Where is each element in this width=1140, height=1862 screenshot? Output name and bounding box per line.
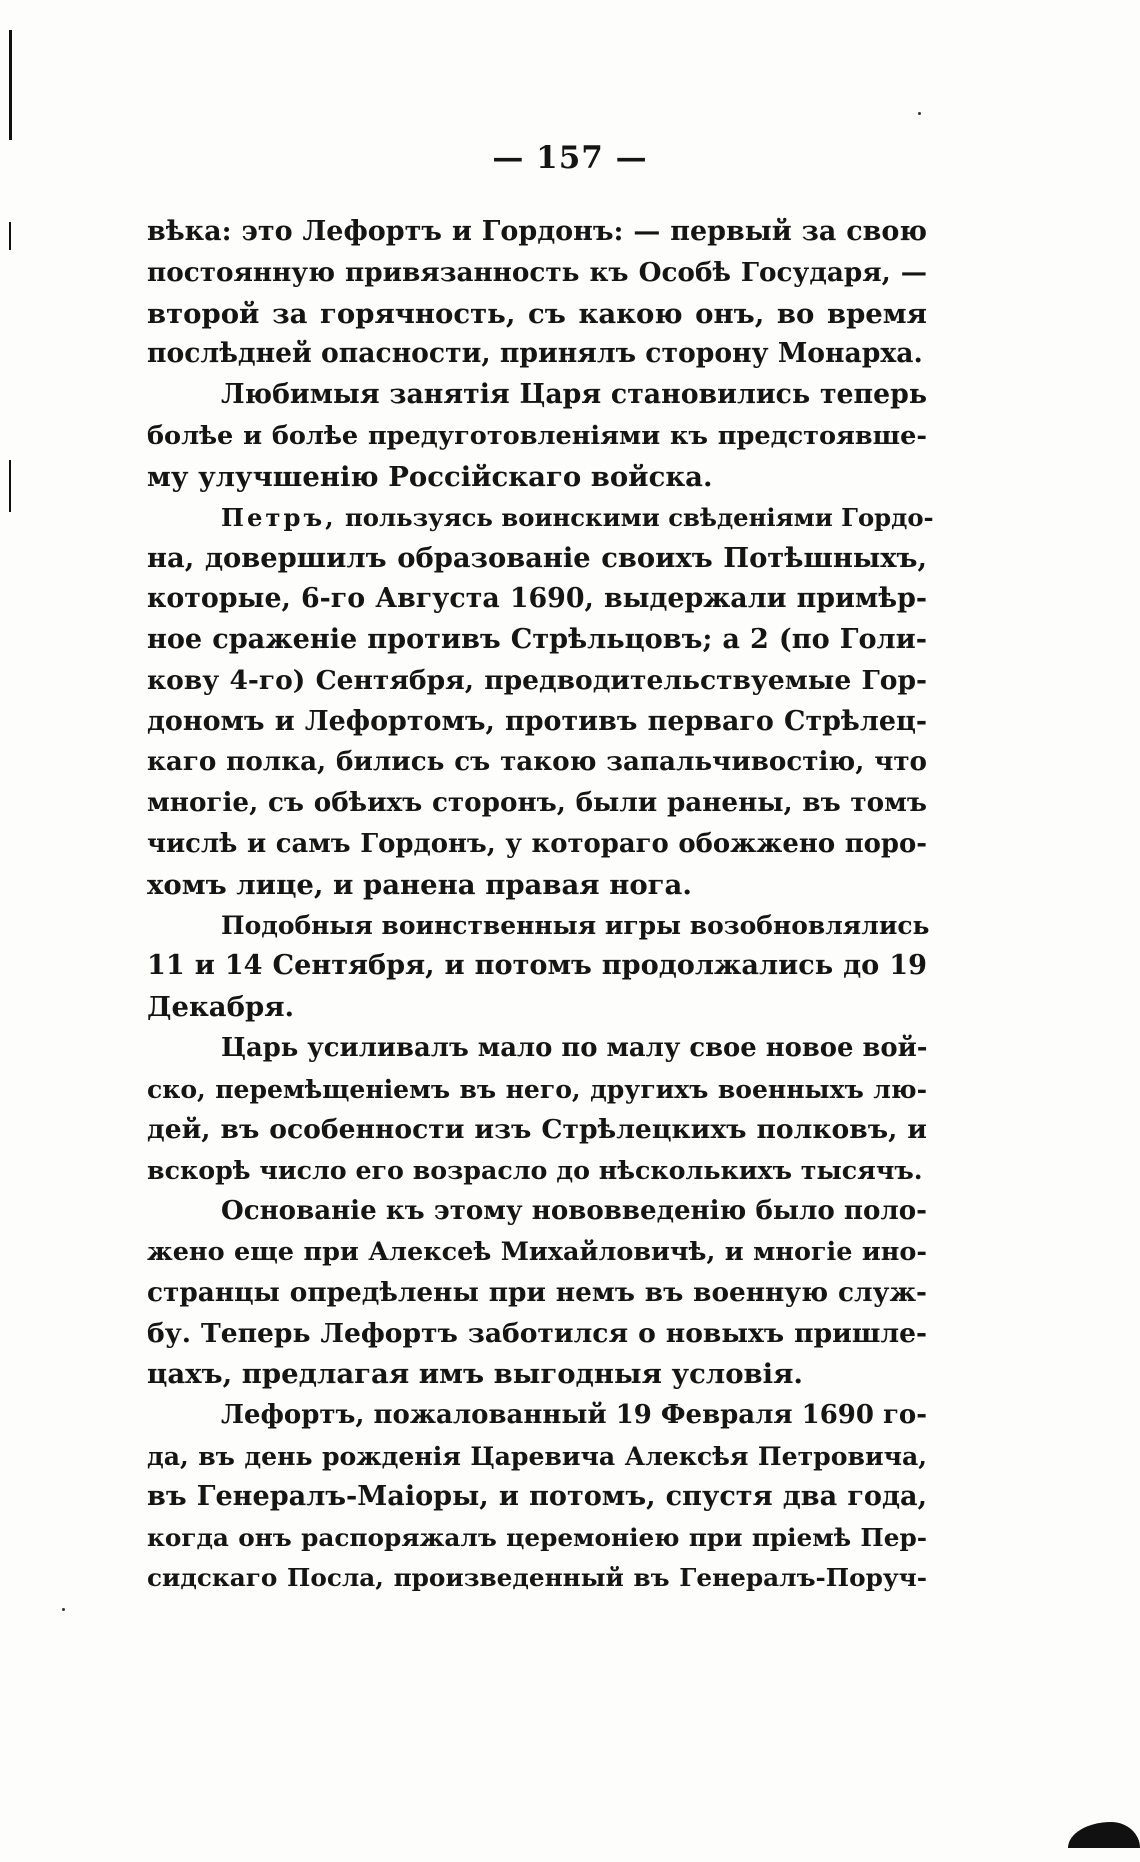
- text-line: Подобныя воинственныя игры возобновлялись: [221, 910, 930, 940]
- text-line: сидскаго Посла, произведенный въ Генералъ-Поруч-: [147, 1563, 927, 1593]
- text-line: многіе, съ обѣихъ сторонъ, были ранены, въ томъ: [147, 787, 927, 819]
- paragraph: [147, 906, 930, 1028]
- text-line: когда онъ распоряжалъ церемоніею при пріемѣ Пер-: [147, 1522, 927, 1552]
- text-line: Лефортъ, пожалованный 19 Февраля 1690 го-: [221, 1400, 927, 1431]
- paragraph: [147, 212, 927, 375]
- text-line: Основаніе къ этому нововведенію было поло-: [221, 1196, 927, 1227]
- text-line: жено еще при Алексеѣ Михайловичѣ, и многіе ино-: [147, 1236, 927, 1267]
- paragraph: [147, 498, 934, 906]
- text-line: въ Генералъ-Маіоры, и потомъ, спустя два года,: [147, 1480, 927, 1512]
- text-line: болѣе и болѣе предуготовленіями къ предстоявше-: [147, 420, 927, 451]
- text-line: дономъ и Лефортомъ, противъ перваго Стрѣлец-: [147, 705, 927, 737]
- scan-edge-mark: [9, 222, 11, 250]
- text-line: му улучшенію Россійскаго войска.: [147, 460, 713, 493]
- text-line: бу. Теперь Лефортъ заботился о новыхъ пришле-: [147, 1317, 927, 1349]
- paragraph: [147, 1395, 927, 1599]
- text-line: хомъ лице, и ранена правая нога.: [147, 868, 692, 901]
- text-line: каго полка, бились съ такою запальчивостію, что: [147, 746, 927, 778]
- paragraph: [147, 1028, 927, 1191]
- text-line: послѣдней опасности, принялъ сторону Монарха.: [147, 338, 923, 370]
- text-line: на, довершилъ образованіе своихъ Потѣшныхъ,: [147, 542, 927, 575]
- text-line: ное сраженіе противъ Стрѣльцовъ; а 2 (по Голи-: [147, 623, 927, 655]
- text-line: второй за горячность, съ какою онъ, во время: [147, 297, 927, 330]
- text-line: Царь усиливалъ мало по малу свое новое вой-: [221, 1032, 928, 1063]
- page-number: — 157 —: [492, 140, 648, 176]
- text-line: странцы опредѣлены при немъ въ военную служ-: [147, 1276, 927, 1308]
- text-line: да, въ день рожденія Царевича Алексѣя Петровича,: [147, 1440, 927, 1471]
- text-line: Декабря.: [147, 991, 295, 1024]
- text-line: вскорѣ число его возрасло до нѣсколькихъ тысячъ.: [147, 1155, 923, 1186]
- text-line: 11 и 14 Сентября, и потомъ продолжались до 19: [147, 950, 927, 982]
- text-line: Любимыя занятія Царя становились теперь: [221, 379, 927, 411]
- body-text: [147, 212, 934, 1599]
- text-line: кову 4-го) Сентября, предводительствуемые Гор-: [147, 664, 927, 696]
- text-line: которые, 6-го Августа 1690, выдержали примѣр-: [147, 583, 927, 615]
- text-line: постоянную привязанность къ Особѣ Государя, —: [147, 256, 927, 288]
- scan-smudge: [1068, 1822, 1140, 1848]
- scan-edge-mark: [9, 30, 12, 140]
- paragraph: [147, 1191, 927, 1395]
- text-line: [147, 498, 934, 539]
- text-line: числѣ и самъ Гордонъ, у котораго обожжено поро-: [147, 828, 927, 859]
- scan-speck: [62, 1608, 65, 1611]
- text-line: ско, перемѣщеніемъ въ него, другихъ военныхъ лю-: [147, 1073, 927, 1104]
- text-line-rest: пользуясь воинскими свѣденіями Гордо-: [336, 502, 934, 532]
- scan-edge-mark: [9, 460, 11, 512]
- paragraph: [147, 375, 927, 497]
- emphasized-name: Петръ,: [221, 502, 337, 532]
- text-line: вѣка: это Лефортъ и Гордонъ: — первый за свою: [147, 216, 927, 247]
- scan-speck: [918, 112, 921, 115]
- text-line: дей, въ особенности изъ Стрѣлецкихъ полковъ, и: [147, 1113, 927, 1145]
- text-line: цахъ, предлагая имъ выгодныя условія.: [147, 1358, 803, 1391]
